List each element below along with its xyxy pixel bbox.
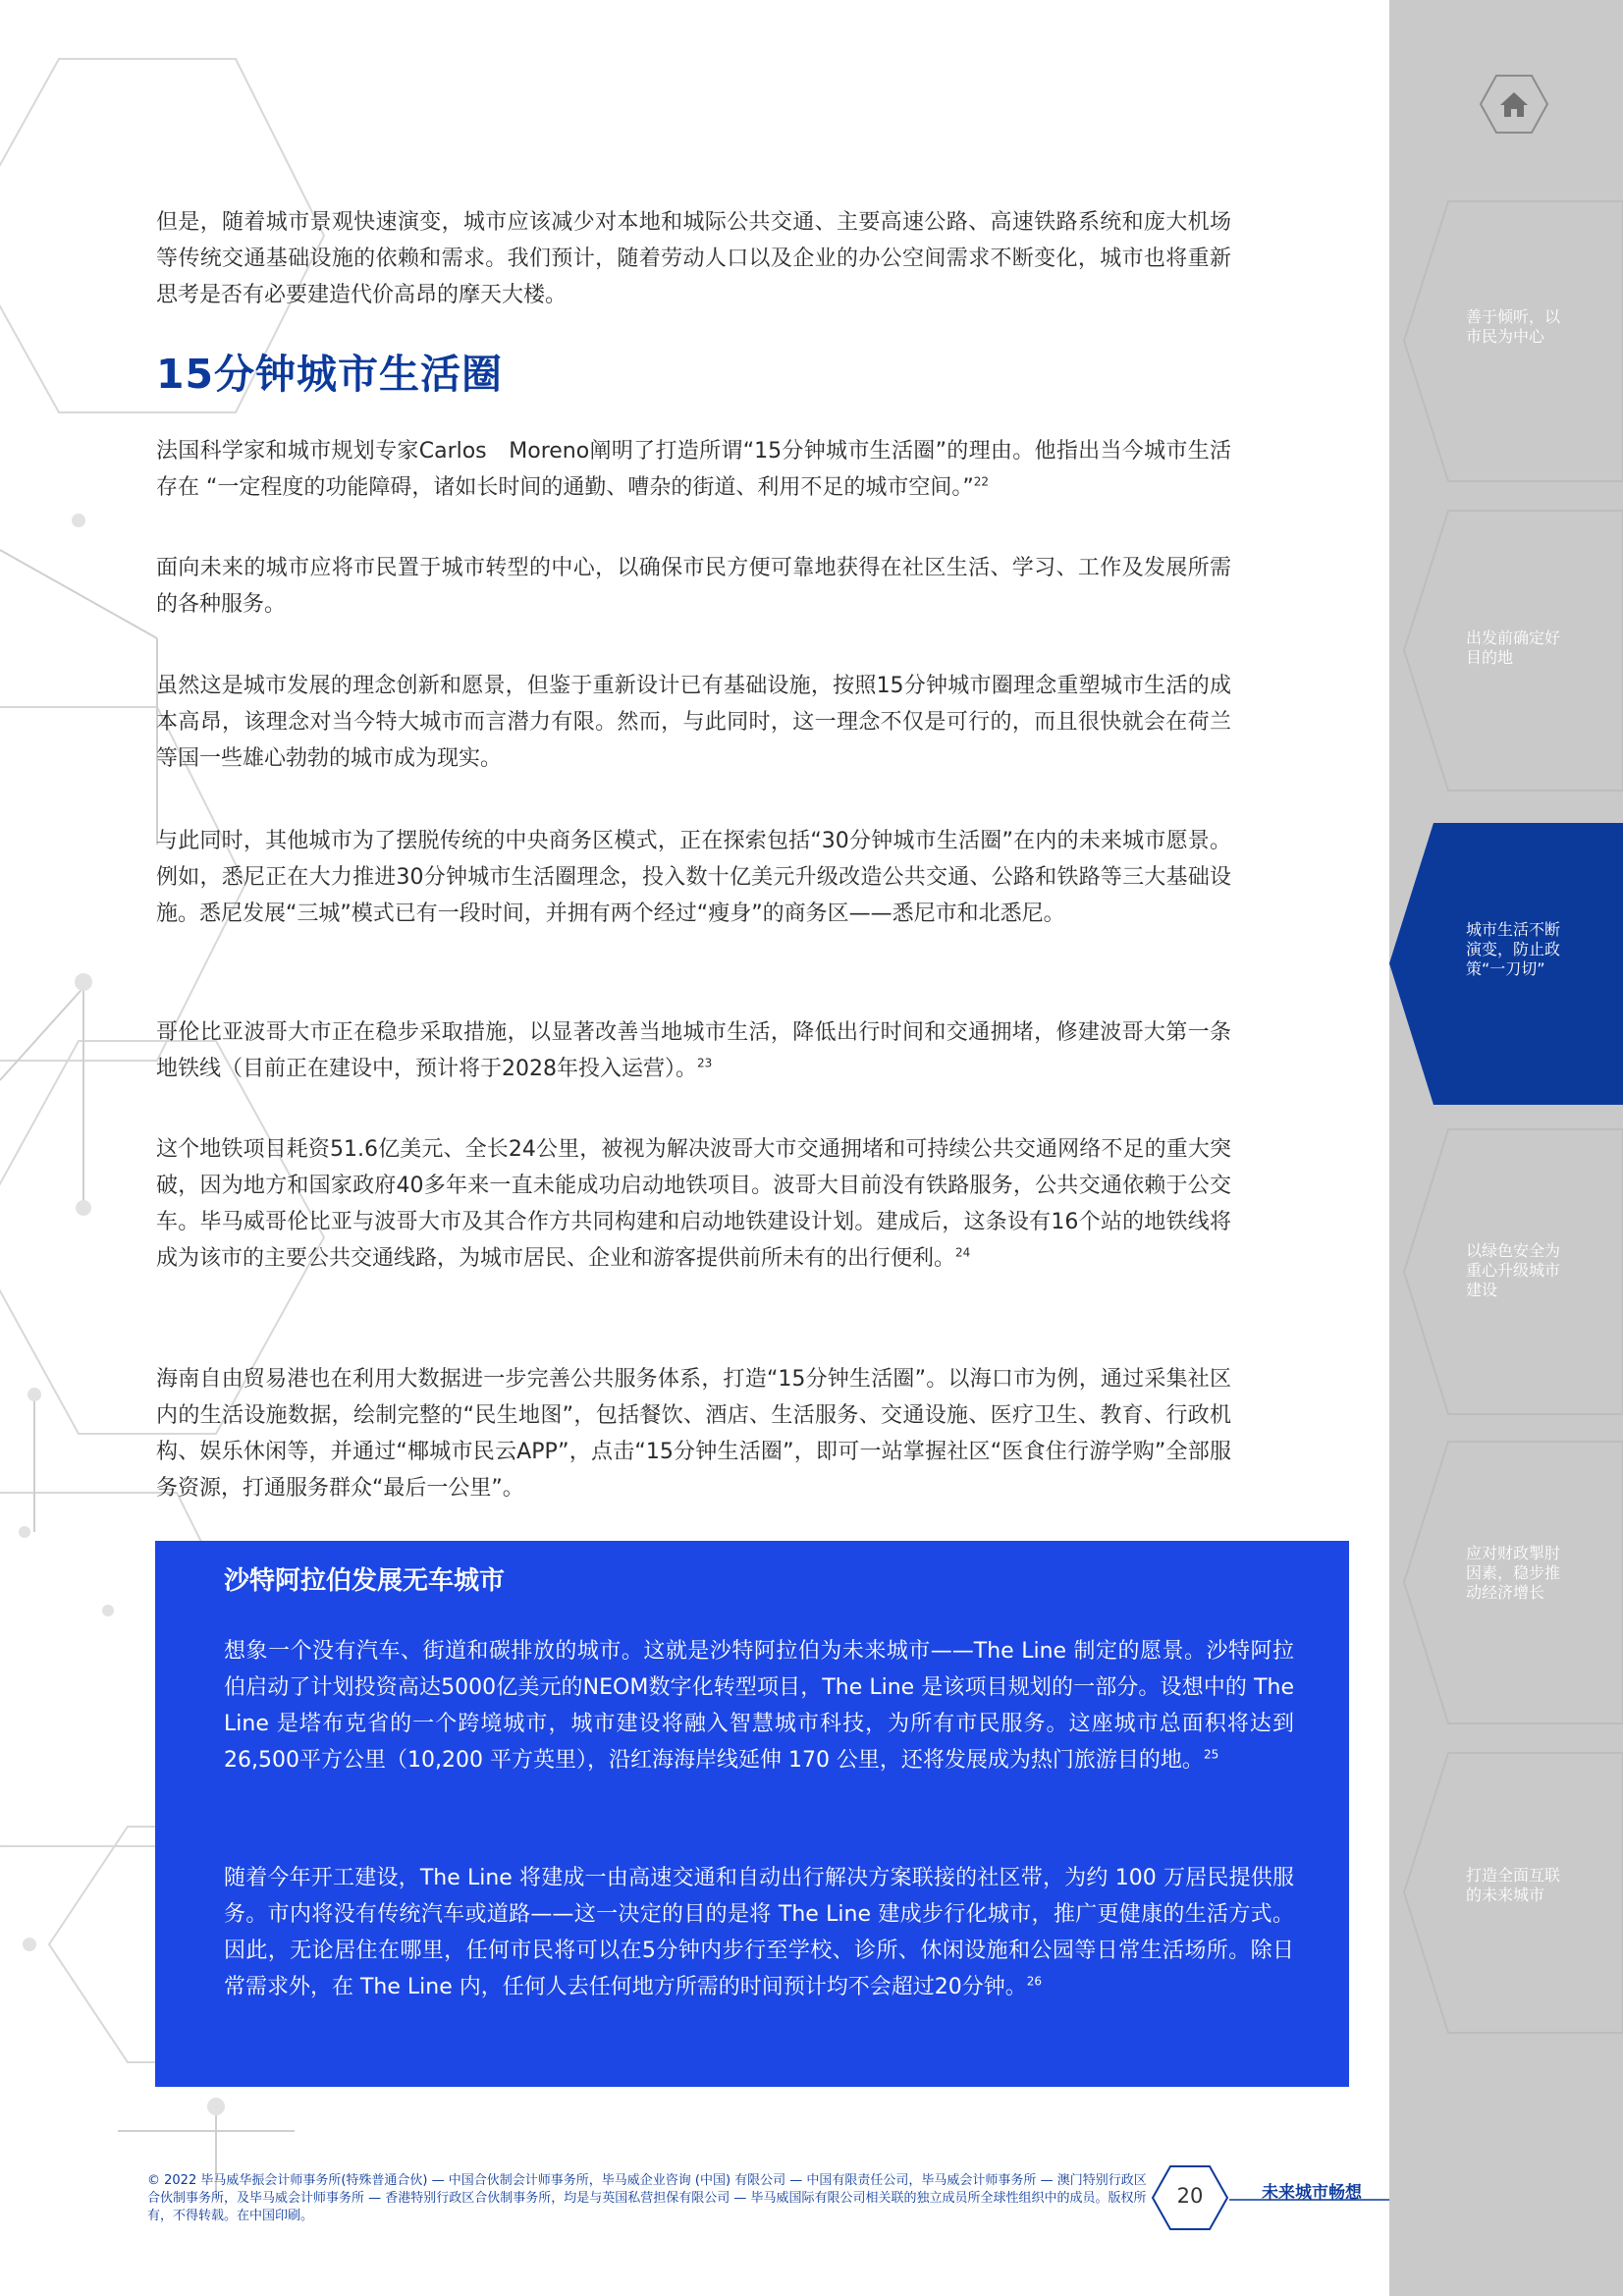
paragraph-citizen-centered: 面向未来的城市应将市民置于城市转型的中心，以确保市民方便可靠地获得在社区生活、学习、工作及发展所需的各种服务。	[156, 556, 1231, 617]
paragraph-bogota: 哥伦比亚波哥大市正在稳步采取措施，以显著改善当地城市生活，降低出行时间和交通拥堵，修建波哥大第一条地铁线（目前正在建设中，预计将于2028年投入运营）。$^{23}$	[156, 1020, 1231, 1081]
case-study-title: 沙特阿拉伯发展无车城市	[224, 1566, 506, 1596]
home-icon[interactable]	[1479, 74, 1549, 135]
paragraph-moreno: 法国科学家和城市规划专家Carlos Moreno阐明了打造所谓“15分钟城市生活圈”的理由。他指出当今城市生活存在 “一定程度的功能障碍，诸如长时间的通勤、嘈杂的街道、利用不足的城市空间。”$^{22}$	[156, 439, 1231, 500]
case-study-box	[155, 1541, 1349, 2087]
paragraph-sydney: 与此同时，其他城市为了摆脱传统的中央商务区模式，正在探索包括“30分钟城市生活圈”在内的未来城市愿景。例如，悉尼正在大力推进30分钟城市生活圈理念，投入数十亿美元升级改造公共交通、公路和铁路等三大基础设施。悉尼发展“三城”模式已有一段时间，并拥有两个经过“瘦身”的商务区——悉尼市和北悉尼。	[156, 829, 1231, 926]
paragraph-innovation: 虽然这是城市发展的理念创新和愿景，但鉴于重新设计已有基础设施，按照15分钟城市圈理念重塑城市生活的成本高昂，该理念对当今特大城市而言潜力有限。然而，与此同时，这一理念不仅是可行的，而且很快就会在荷兰等国一些雄心勃勃的城市成为现实。	[156, 674, 1231, 771]
paragraph-hainan: 海南自由贸易港也在利用大数据进一步完善公共服务体系，打造“15分钟生活圈”。以海口市为例，通过采集社区内的生活设施数据，绘制完整的“民生地图”，包括餐饮、酒店、生活服务、交通设施、医疗卫生、教育、行政机构、娱乐休闲等，并通过“椰城市民云APP”，点击“15分钟生活圈”，即可一站掌握社区“医食住行游学购”全部服务资源，打通服务群众“最后一公里”。	[156, 1367, 1231, 1501]
case-study-paragraph-1: 想象一个没有汽车、街道和碳排放的城市。这就是沙特阿拉伯为未来城市——The Line 制定的愿景。沙特阿拉伯启动了计划投资高达5000亿美元的NEOM数字化转型项目，The Line 是该项目规划的一部分。设想中的 The Line 是塔布克省的一个跨境城市，城市建设将融入智慧城市科技，为所有市民服务。这座城市总面积将达到26,500平方公里（10,200 平方英里），沿红海海岸线延伸 170 公里，还将发展成为热门旅游目的地。$^{25}$	[224, 1639, 1294, 1773]
footnote-ref: 26	[1026, 1974, 1043, 1989]
case-study-paragraph-2: 随着今年开工建设，The Line 将建成一由高速交通和自动出行解决方案联接的社区带，为约 100 万居民提供服务。市内将没有传统汽车或道路——这一决定的目的是将 The Line 建成步行化城市，推广更健康的生活方式。因此，无论居住在哪里，任何市民将可以在5分钟内步行至学校、诊所、休闲设施和公园等日常生活场所。除日常需求外，在 The Line 内，任何人去任何地方所需的时间预计均不会超过20分钟。$^{26}$	[224, 1866, 1294, 1999]
document-title: 未来城市畅想	[1262, 2183, 1362, 2203]
footnote-ref: 23	[697, 1056, 713, 1070]
footnote-ref: 24	[955, 1245, 971, 1260]
footnote-ref: 25	[1203, 1747, 1219, 1762]
footnote-ref: 22	[973, 474, 990, 489]
chapter-sidebar: 善于倾听，以市民为中心 出发前确定好目的地 城市生活不断演变，防止政策“一刀切” 以绿色安全为重心升级城市建设 应对财政掣肘因素，稳步推动经济增长 打造全面互联的未来城市	[1389, 0, 1623, 2296]
intro-paragraph: 但是，随着城市景观快速演变，城市应该减少对本地和城际公共交通、主要高速公路、高速铁路系统和庞大机场等传统交通基础设施的依赖和需求。我们预计，随着劳动人口以及企业的办公空间需求不断变化，城市也将重新思考是否有必要建造代价高昂的摩天大楼。	[156, 210, 1231, 307]
footer-copyright: © 2022 毕马威华振会计师事务所(特殊普通合伙) — 中国合伙制会计师事务所，毕马威企业咨询 (中国) 有限公司 — 中国有限责任公司，毕马威会计师事务所 — 澳门特别行政区合伙制事务所，及毕马威会计师事务所 — 香港特别行政区合伙制事务所，均是与英国私营担保有限公司 — 毕马威国际有限公司相关联的独立成员所全球性组织中的成员。版权所有，不得转载。在中国印刷。	[147, 2173, 1147, 2223]
section-heading: 15分钟城市生活圈	[156, 351, 504, 398]
paragraph-metro: 这个地铁项目耗资51.6亿美元、全长24公里，被视为解决波哥大市交通拥堵和可持续公共交通网络不足的重大突破，因为地方和国家政府40多年来一直未能成功启动地铁项目。波哥大目前没有铁路服务，公共交通依赖于公交车。毕马威哥伦比亚与波哥大市及其合作方共同构建和启动地铁建设计划。建成后，这条设有16个站的地铁线将成为该市的主要公共交通线路，为城市居民、企业和游客提供前所未有的出行便利。$^{24}$	[156, 1137, 1231, 1271]
page-number: 20	[1176, 2184, 1204, 2208]
